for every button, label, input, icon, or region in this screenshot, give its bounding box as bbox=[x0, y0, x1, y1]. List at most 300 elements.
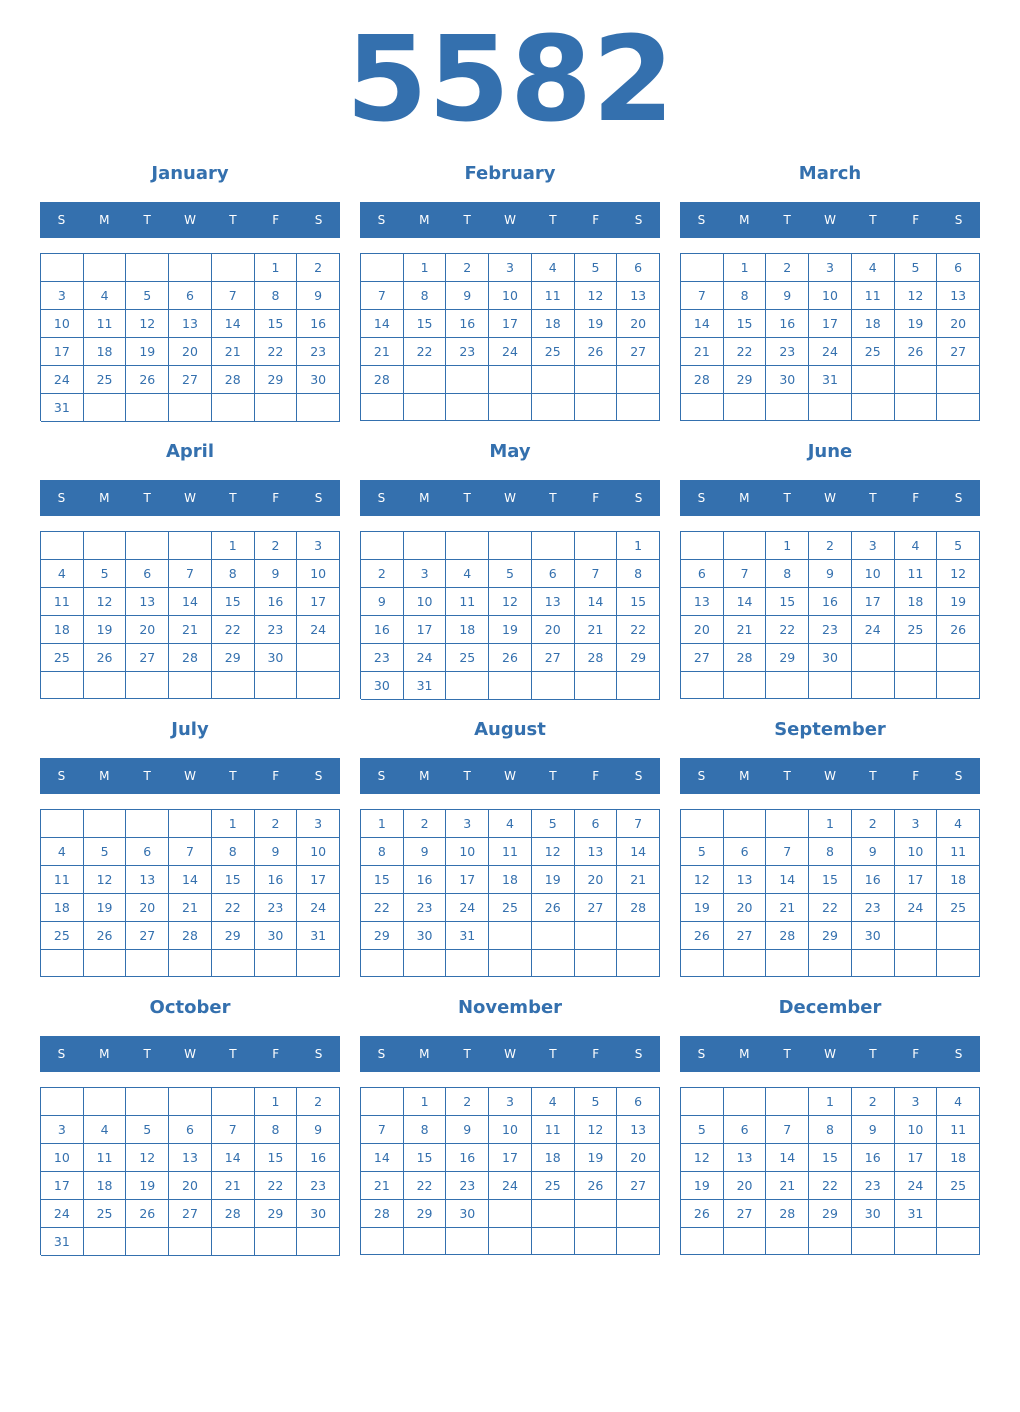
empty-day-cell bbox=[446, 366, 489, 394]
day-cell: 8 bbox=[404, 282, 447, 310]
day-cell: 25 bbox=[84, 1200, 127, 1228]
day-cell: 1 bbox=[766, 532, 809, 560]
empty-day-cell bbox=[84, 532, 127, 560]
day-cell: 25 bbox=[489, 894, 532, 922]
weekday-label: F bbox=[912, 769, 920, 783]
day-cell: 9 bbox=[255, 560, 298, 588]
days-grid bbox=[360, 531, 660, 699]
day-cell: 11 bbox=[937, 1116, 980, 1144]
weekday-header bbox=[680, 1036, 980, 1072]
day-cell: 23 bbox=[766, 338, 809, 366]
day-cell: 22 bbox=[212, 894, 255, 922]
day-cell: 17 bbox=[41, 338, 84, 366]
weekday-header bbox=[40, 758, 340, 794]
empty-day-cell bbox=[84, 810, 127, 838]
weekday-label: M bbox=[739, 769, 750, 783]
empty-day-cell bbox=[724, 810, 767, 838]
day-cell: 6 bbox=[169, 1116, 212, 1144]
day-cell: 15 bbox=[724, 310, 767, 338]
weekday-label: T bbox=[783, 769, 791, 783]
month-name: December bbox=[778, 997, 882, 1018]
day-cell: 18 bbox=[84, 338, 127, 366]
empty-day-cell bbox=[766, 1088, 809, 1116]
day-cell: 23 bbox=[297, 338, 340, 366]
empty-day-cell bbox=[41, 950, 84, 977]
empty-day-cell bbox=[126, 394, 169, 422]
day-cell: 28 bbox=[724, 644, 767, 672]
day-cell: 19 bbox=[681, 894, 724, 922]
day-cell: 15 bbox=[404, 1144, 447, 1172]
day-cell: 13 bbox=[126, 588, 169, 616]
weekday-header bbox=[360, 480, 660, 516]
day-cell: 10 bbox=[852, 560, 895, 588]
day-cell: 4 bbox=[489, 810, 532, 838]
days-grid bbox=[40, 809, 340, 977]
empty-day-cell bbox=[937, 1228, 980, 1255]
weekday-label: F bbox=[912, 1047, 920, 1061]
day-cell: 10 bbox=[895, 1116, 938, 1144]
weekday-label: M bbox=[99, 769, 110, 783]
empty-day-cell bbox=[852, 394, 895, 421]
day-cell: 18 bbox=[489, 866, 532, 894]
empty-day-cell bbox=[255, 1228, 298, 1256]
weekday-label: S bbox=[57, 213, 66, 227]
day-cell: 31 bbox=[809, 366, 852, 394]
year-title: 5582 bbox=[345, 10, 675, 148]
day-cell: 2 bbox=[255, 810, 298, 838]
weekday-label: S bbox=[697, 491, 706, 505]
day-cell: 19 bbox=[489, 616, 532, 644]
day-cell: 28 bbox=[361, 366, 404, 394]
empty-day-cell bbox=[489, 672, 532, 700]
day-cell: 6 bbox=[681, 560, 724, 588]
empty-day-cell bbox=[41, 532, 84, 560]
weekday-label: T bbox=[783, 213, 791, 227]
empty-day-cell bbox=[575, 1200, 618, 1228]
weekday-label: M bbox=[419, 769, 430, 783]
weekday-label: S bbox=[314, 1047, 323, 1061]
empty-day-cell bbox=[212, 254, 255, 282]
weekday-label: T bbox=[143, 769, 151, 783]
empty-day-cell bbox=[575, 672, 618, 700]
day-cell: 2 bbox=[809, 532, 852, 560]
day-cell: 29 bbox=[404, 1200, 447, 1228]
weekday-label: S bbox=[697, 769, 706, 783]
weekday-label: T bbox=[869, 213, 877, 227]
empty-day-cell bbox=[532, 532, 575, 560]
empty-day-cell bbox=[937, 950, 980, 977]
day-cell: 28 bbox=[169, 922, 212, 950]
day-cell: 23 bbox=[809, 616, 852, 644]
day-cell: 16 bbox=[404, 866, 447, 894]
weekday-label: S bbox=[57, 1047, 66, 1061]
day-cell: 29 bbox=[255, 1200, 298, 1228]
weekday-label: M bbox=[419, 213, 430, 227]
day-cell: 23 bbox=[446, 338, 489, 366]
empty-day-cell bbox=[724, 1228, 767, 1255]
weekday-header bbox=[40, 1036, 340, 1072]
weekday-header bbox=[360, 758, 660, 794]
day-cell: 12 bbox=[84, 588, 127, 616]
weekday-label: M bbox=[99, 1047, 110, 1061]
days-grid bbox=[40, 1087, 340, 1255]
day-cell: 16 bbox=[297, 310, 340, 338]
day-cell: 19 bbox=[126, 1172, 169, 1200]
day-cell: 2 bbox=[852, 810, 895, 838]
day-cell: 31 bbox=[895, 1200, 938, 1228]
empty-day-cell bbox=[489, 922, 532, 950]
empty-day-cell bbox=[895, 922, 938, 950]
empty-day-cell bbox=[809, 1228, 852, 1255]
empty-day-cell bbox=[84, 1228, 127, 1256]
day-cell: 30 bbox=[766, 366, 809, 394]
day-cell: 16 bbox=[766, 310, 809, 338]
empty-day-cell bbox=[489, 394, 532, 421]
empty-day-cell bbox=[852, 366, 895, 394]
day-cell: 11 bbox=[446, 588, 489, 616]
empty-day-cell bbox=[169, 672, 212, 699]
weekday-label: S bbox=[314, 491, 323, 505]
day-cell: 7 bbox=[681, 282, 724, 310]
day-cell: 4 bbox=[532, 254, 575, 282]
day-cell: 11 bbox=[41, 588, 84, 616]
empty-day-cell bbox=[532, 1200, 575, 1228]
day-cell: 4 bbox=[895, 532, 938, 560]
day-cell: 19 bbox=[895, 310, 938, 338]
day-cell: 14 bbox=[169, 866, 212, 894]
day-cell: 29 bbox=[212, 644, 255, 672]
day-cell: 5 bbox=[84, 838, 127, 866]
empty-day-cell bbox=[895, 366, 938, 394]
day-cell: 17 bbox=[297, 588, 340, 616]
day-cell: 3 bbox=[852, 532, 895, 560]
day-cell: 12 bbox=[126, 1144, 169, 1172]
empty-day-cell bbox=[297, 394, 340, 422]
empty-day-cell bbox=[489, 950, 532, 977]
day-cell: 21 bbox=[212, 1172, 255, 1200]
day-cell: 15 bbox=[361, 866, 404, 894]
day-cell: 22 bbox=[617, 616, 660, 644]
empty-day-cell bbox=[724, 1088, 767, 1116]
empty-day-cell bbox=[126, 1088, 169, 1116]
day-cell: 24 bbox=[404, 644, 447, 672]
day-cell: 5 bbox=[532, 810, 575, 838]
day-cell: 1 bbox=[255, 1088, 298, 1116]
day-cell: 14 bbox=[766, 1144, 809, 1172]
day-cell: 20 bbox=[575, 866, 618, 894]
empty-day-cell bbox=[126, 1228, 169, 1256]
empty-day-cell bbox=[895, 672, 938, 699]
empty-day-cell bbox=[575, 532, 618, 560]
day-cell: 8 bbox=[255, 1116, 298, 1144]
day-cell: 19 bbox=[126, 338, 169, 366]
empty-day-cell bbox=[212, 950, 255, 977]
day-cell: 26 bbox=[895, 338, 938, 366]
day-cell: 15 bbox=[212, 866, 255, 894]
day-cell: 12 bbox=[575, 1116, 618, 1144]
day-cell: 19 bbox=[532, 866, 575, 894]
day-cell: 6 bbox=[126, 560, 169, 588]
empty-day-cell bbox=[84, 394, 127, 422]
day-cell: 5 bbox=[126, 282, 169, 310]
empty-day-cell bbox=[724, 532, 767, 560]
weekday-label: F bbox=[912, 491, 920, 505]
day-cell: 7 bbox=[724, 560, 767, 588]
empty-day-cell bbox=[404, 1228, 447, 1255]
day-cell: 11 bbox=[532, 282, 575, 310]
day-cell: 13 bbox=[575, 838, 618, 866]
day-cell: 4 bbox=[937, 1088, 980, 1116]
empty-day-cell bbox=[766, 950, 809, 977]
day-cell: 10 bbox=[297, 838, 340, 866]
weekday-label: W bbox=[184, 491, 196, 505]
day-cell: 23 bbox=[852, 894, 895, 922]
empty-day-cell bbox=[361, 394, 404, 421]
day-cell: 18 bbox=[41, 616, 84, 644]
day-cell: 3 bbox=[489, 254, 532, 282]
empty-day-cell bbox=[617, 950, 660, 977]
day-cell: 5 bbox=[84, 560, 127, 588]
day-cell: 10 bbox=[895, 838, 938, 866]
day-cell: 26 bbox=[681, 922, 724, 950]
day-cell: 25 bbox=[532, 338, 575, 366]
day-cell: 1 bbox=[809, 810, 852, 838]
day-cell: 9 bbox=[361, 588, 404, 616]
month-name: March bbox=[798, 163, 862, 184]
day-cell: 1 bbox=[809, 1088, 852, 1116]
weekday-label: F bbox=[272, 1047, 280, 1061]
weekday-label: W bbox=[824, 213, 836, 227]
day-cell: 20 bbox=[617, 1144, 660, 1172]
day-cell: 21 bbox=[766, 894, 809, 922]
day-cell: 26 bbox=[84, 922, 127, 950]
day-cell: 8 bbox=[809, 838, 852, 866]
empty-day-cell bbox=[895, 1228, 938, 1255]
day-cell: 9 bbox=[404, 838, 447, 866]
weekday-label: S bbox=[954, 1047, 963, 1061]
day-cell: 5 bbox=[681, 838, 724, 866]
day-cell: 23 bbox=[361, 644, 404, 672]
weekday-label: M bbox=[419, 491, 430, 505]
day-cell: 6 bbox=[575, 810, 618, 838]
day-cell: 4 bbox=[84, 1116, 127, 1144]
day-cell: 7 bbox=[212, 282, 255, 310]
day-cell: 1 bbox=[617, 532, 660, 560]
weekday-label: F bbox=[592, 491, 600, 505]
weekday-label: T bbox=[229, 1047, 237, 1061]
day-cell: 26 bbox=[84, 644, 127, 672]
month-name: August bbox=[474, 719, 546, 740]
day-cell: 21 bbox=[169, 894, 212, 922]
weekday-label: W bbox=[824, 769, 836, 783]
empty-day-cell bbox=[84, 950, 127, 977]
weekday-label: F bbox=[592, 769, 600, 783]
day-cell: 9 bbox=[766, 282, 809, 310]
day-cell: 10 bbox=[297, 560, 340, 588]
day-cell: 11 bbox=[84, 310, 127, 338]
empty-day-cell bbox=[809, 394, 852, 421]
day-cell: 10 bbox=[489, 1116, 532, 1144]
day-cell: 22 bbox=[404, 1172, 447, 1200]
empty-day-cell bbox=[297, 1228, 340, 1256]
empty-day-cell bbox=[532, 1228, 575, 1255]
day-cell: 7 bbox=[169, 560, 212, 588]
days-grid bbox=[680, 531, 980, 699]
day-cell: 10 bbox=[809, 282, 852, 310]
day-cell: 9 bbox=[852, 1116, 895, 1144]
day-cell: 23 bbox=[446, 1172, 489, 1200]
day-cell: 31 bbox=[41, 394, 84, 422]
day-cell: 12 bbox=[681, 866, 724, 894]
day-cell: 1 bbox=[255, 254, 298, 282]
day-cell: 8 bbox=[617, 560, 660, 588]
empty-day-cell bbox=[681, 672, 724, 699]
weekday-label: S bbox=[954, 769, 963, 783]
empty-day-cell bbox=[937, 1200, 980, 1228]
weekday-label: W bbox=[184, 1047, 196, 1061]
empty-day-cell bbox=[575, 950, 618, 977]
day-cell: 27 bbox=[617, 1172, 660, 1200]
day-cell: 1 bbox=[212, 532, 255, 560]
day-cell: 3 bbox=[489, 1088, 532, 1116]
weekday-label: F bbox=[912, 213, 920, 227]
day-cell: 28 bbox=[766, 922, 809, 950]
day-cell: 23 bbox=[255, 894, 298, 922]
day-cell: 29 bbox=[212, 922, 255, 950]
day-cell: 16 bbox=[361, 616, 404, 644]
day-cell: 26 bbox=[532, 894, 575, 922]
day-cell: 7 bbox=[212, 1116, 255, 1144]
day-cell: 16 bbox=[255, 866, 298, 894]
day-cell: 11 bbox=[41, 866, 84, 894]
weekday-header bbox=[40, 202, 340, 238]
day-cell: 20 bbox=[937, 310, 980, 338]
day-cell: 21 bbox=[724, 616, 767, 644]
day-cell: 9 bbox=[446, 282, 489, 310]
day-cell: 21 bbox=[575, 616, 618, 644]
day-cell: 22 bbox=[212, 616, 255, 644]
empty-day-cell bbox=[169, 394, 212, 422]
empty-day-cell bbox=[41, 672, 84, 699]
day-cell: 2 bbox=[404, 810, 447, 838]
day-cell: 21 bbox=[169, 616, 212, 644]
day-cell: 24 bbox=[895, 1172, 938, 1200]
day-cell: 22 bbox=[766, 616, 809, 644]
day-cell: 30 bbox=[446, 1200, 489, 1228]
month-name: October bbox=[149, 997, 231, 1018]
day-cell: 27 bbox=[169, 1200, 212, 1228]
day-cell: 11 bbox=[532, 1116, 575, 1144]
day-cell: 10 bbox=[41, 310, 84, 338]
day-cell: 29 bbox=[361, 922, 404, 950]
day-cell: 10 bbox=[489, 282, 532, 310]
month-name: June bbox=[807, 441, 853, 462]
day-cell: 9 bbox=[255, 838, 298, 866]
empty-day-cell bbox=[489, 1200, 532, 1228]
day-cell: 27 bbox=[724, 1200, 767, 1228]
day-cell: 7 bbox=[361, 282, 404, 310]
day-cell: 30 bbox=[852, 922, 895, 950]
day-cell: 30 bbox=[852, 1200, 895, 1228]
day-cell: 24 bbox=[297, 616, 340, 644]
weekday-label: T bbox=[463, 769, 471, 783]
empty-day-cell bbox=[617, 366, 660, 394]
empty-day-cell bbox=[297, 672, 340, 699]
empty-day-cell bbox=[532, 922, 575, 950]
weekday-label: M bbox=[419, 1047, 430, 1061]
day-cell: 3 bbox=[41, 282, 84, 310]
day-cell: 14 bbox=[361, 1144, 404, 1172]
empty-day-cell bbox=[489, 366, 532, 394]
weekday-label: F bbox=[272, 491, 280, 505]
day-cell: 17 bbox=[895, 1144, 938, 1172]
day-cell: 11 bbox=[852, 282, 895, 310]
weekday-label: W bbox=[824, 491, 836, 505]
weekday-label: S bbox=[697, 1047, 706, 1061]
day-cell: 15 bbox=[404, 310, 447, 338]
day-cell: 27 bbox=[575, 894, 618, 922]
day-cell: 5 bbox=[489, 560, 532, 588]
day-cell: 8 bbox=[404, 1116, 447, 1144]
day-cell: 4 bbox=[937, 810, 980, 838]
day-cell: 11 bbox=[489, 838, 532, 866]
day-cell: 25 bbox=[895, 616, 938, 644]
weekday-label: S bbox=[697, 213, 706, 227]
day-cell: 8 bbox=[212, 560, 255, 588]
day-cell: 27 bbox=[617, 338, 660, 366]
day-cell: 13 bbox=[169, 310, 212, 338]
day-cell: 28 bbox=[212, 366, 255, 394]
weekday-label: S bbox=[377, 769, 386, 783]
day-cell: 18 bbox=[41, 894, 84, 922]
day-cell: 26 bbox=[681, 1200, 724, 1228]
empty-day-cell bbox=[169, 950, 212, 977]
day-cell: 29 bbox=[809, 922, 852, 950]
empty-day-cell bbox=[126, 672, 169, 699]
day-cell: 7 bbox=[169, 838, 212, 866]
day-cell: 16 bbox=[297, 1144, 340, 1172]
weekday-label: T bbox=[463, 491, 471, 505]
empty-day-cell bbox=[852, 950, 895, 977]
empty-day-cell bbox=[532, 950, 575, 977]
day-cell: 6 bbox=[724, 838, 767, 866]
day-cell: 7 bbox=[617, 810, 660, 838]
day-cell: 8 bbox=[255, 282, 298, 310]
day-cell: 7 bbox=[361, 1116, 404, 1144]
day-cell: 4 bbox=[532, 1088, 575, 1116]
empty-day-cell bbox=[41, 810, 84, 838]
day-cell: 23 bbox=[297, 1172, 340, 1200]
day-cell: 3 bbox=[404, 560, 447, 588]
day-cell: 13 bbox=[126, 866, 169, 894]
day-cell: 13 bbox=[724, 866, 767, 894]
day-cell: 4 bbox=[852, 254, 895, 282]
day-cell: 19 bbox=[84, 894, 127, 922]
day-cell: 28 bbox=[169, 644, 212, 672]
day-cell: 25 bbox=[41, 922, 84, 950]
days-grid bbox=[360, 809, 660, 977]
empty-day-cell bbox=[895, 394, 938, 421]
day-cell: 21 bbox=[617, 866, 660, 894]
weekday-label: T bbox=[463, 213, 471, 227]
empty-day-cell bbox=[212, 1228, 255, 1256]
day-cell: 2 bbox=[766, 254, 809, 282]
weekday-label: T bbox=[143, 213, 151, 227]
weekday-label: T bbox=[783, 491, 791, 505]
empty-day-cell bbox=[255, 394, 298, 422]
day-cell: 2 bbox=[446, 1088, 489, 1116]
day-cell: 13 bbox=[937, 282, 980, 310]
